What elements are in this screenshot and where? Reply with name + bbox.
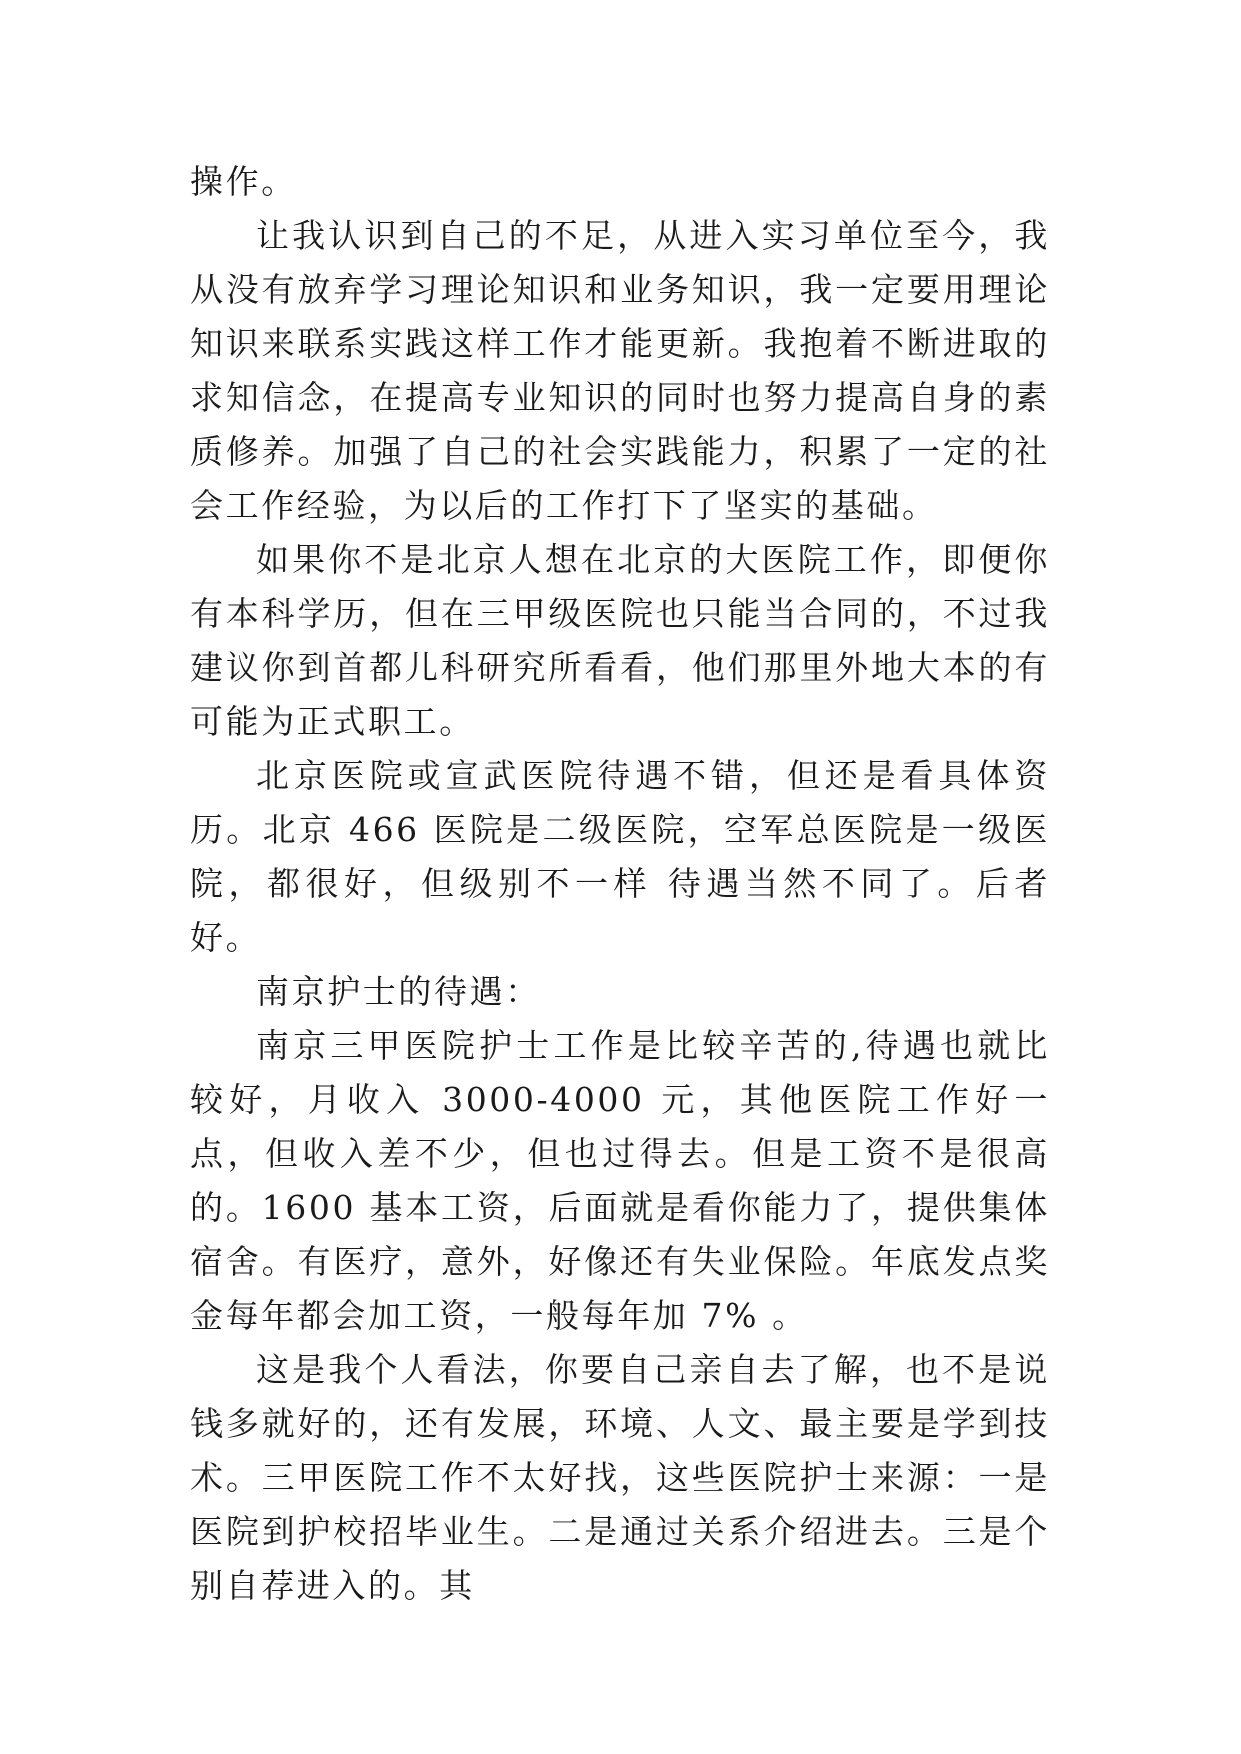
paragraph-3: 如果你不是北京人想在北京的大医院工作，即便你有本科学历，但在三甲级医院也只能当合同的，不过我建议你到首都儿科研究所看看，他们那里外地大本的有可能为正式职工。 (190, 540, 1050, 741)
paragraph-4: 北京医院或宣武医院待遇不错，但还是看具体资历。北京 466 医院是二级医院，空军总医院是一级医院，都很好，但级别不一样 待遇当然不同了。后者好。 (190, 756, 1050, 957)
paragraph-7: 这是我个人看法，你要自己亲自去了解，也不是说钱多就好的，还有发展，环境、人文、最主要是学到技术。三甲医院工作不太好找，这些医院护士来源：一是医院到护校招毕业生。二是通过关系介绍进去。三是个别自荐进入的。其 (190, 1350, 1050, 1605)
document-body (190, 155, 1050, 1613)
paragraph-6: 南京三甲医院护士工作是比较辛苦的,待遇也就比较好，月收入 3000-4000 元，其他医院工作好一点，但收入差不少，但也过得去。但是工资不是很高的。1600 基本工资，后面就是看你能力了，提供集体宿舍。有医疗，意外，好像还有失业保险。年底发点奖金每年都会加工资，一般每年加 7% 。 (190, 1026, 1050, 1335)
paragraph-5: 南京护士的待遇： (256, 972, 541, 1011)
paragraph-1: 操作。 (190, 162, 297, 201)
paragraph-2: 让我认识到自己的不足，从进入实习单位至今，我从没有放弃学习理论知识和业务知识，我一定要用理论知识来联系实践这样工作才能更新。我抱着不断进取的求知信念，在提高专业知识的同时也努力提高自身的素质修养。加强了自己的社会实践能力，积累了一定的社会工作经验，为以后的工作打下了坚实的基础。 (190, 216, 1050, 525)
